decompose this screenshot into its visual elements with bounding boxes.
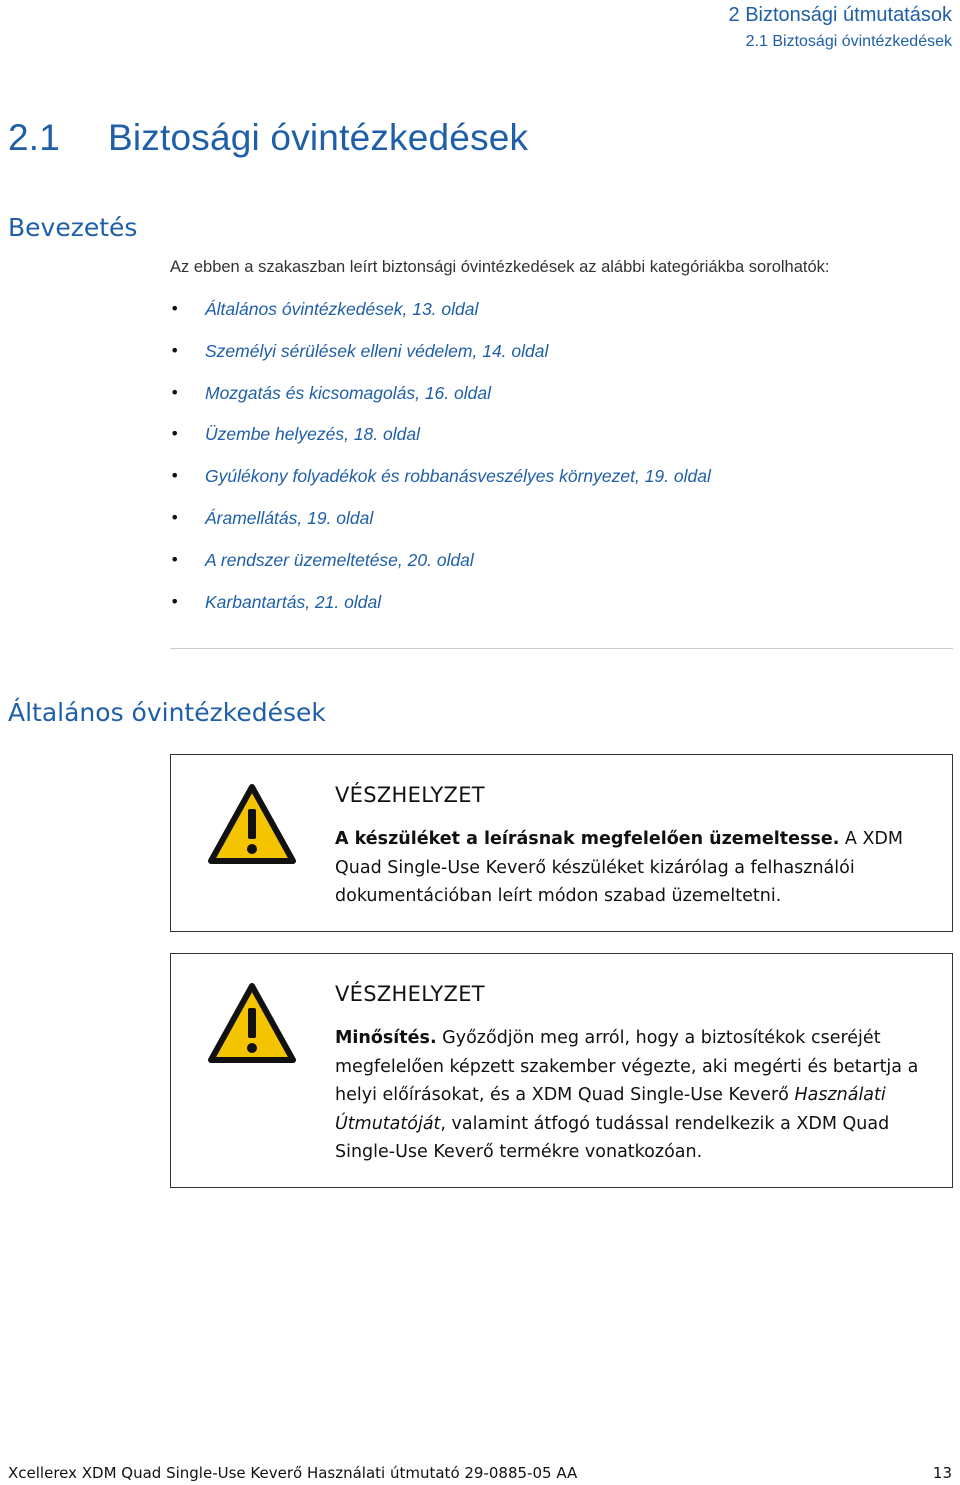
bullet-icon: • bbox=[170, 299, 180, 318]
toc-link[interactable]: A rendszer üzemeltetése, 20. oldal bbox=[205, 549, 474, 570]
bullet-icon: • bbox=[170, 507, 180, 527]
list-item[interactable] bbox=[170, 462, 711, 504]
warning-text bbox=[335, 1024, 926, 1167]
warning-box bbox=[170, 953, 953, 1188]
warning-lead: A készüléket a leírásnak megfelelően üzemeltesse. bbox=[335, 829, 840, 849]
page-number: 13 bbox=[932, 1464, 952, 1482]
bullet-icon: • bbox=[170, 340, 180, 360]
toc-link[interactable]: Üzembe helyezés, 18. oldal bbox=[205, 424, 420, 445]
warning-text bbox=[335, 825, 926, 911]
list-item[interactable] bbox=[170, 588, 711, 630]
warning-message: A XDM Quad Single-Use Keverő készüléket kizárólag a felhasználói dokumentációban leírt módon szabad üzemeltetni. bbox=[335, 829, 904, 906]
warning-body bbox=[335, 783, 926, 911]
list-item[interactable] bbox=[170, 379, 711, 421]
toc-link[interactable]: Áramellátás, 19. oldal bbox=[205, 507, 374, 528]
section-title: Biztosági óvintézkedések bbox=[108, 117, 529, 158]
intro-heading: Bevezetés bbox=[8, 213, 138, 242]
toc-list bbox=[170, 295, 711, 629]
divider bbox=[170, 648, 953, 649]
warning-title: VÉSZHELYZET bbox=[335, 783, 485, 807]
page-title bbox=[8, 117, 528, 159]
list-item[interactable] bbox=[170, 420, 711, 462]
running-header bbox=[729, 2, 952, 53]
toc-link[interactable]: Gyúlékony folyadékok és robbanásveszélyes környezet, 19. oldal bbox=[205, 466, 711, 487]
general-heading: Általános óvintézkedések bbox=[8, 698, 326, 727]
warning-message: Győződjön meg arról, hogy a biztosítékok cseréjét megfelelően képzett szakember végezte, aki megérti és betartja a helyi előírásokat, és a XDM Quad Single-Use Keverő bbox=[335, 1028, 919, 1105]
footer-text: Xcellerex XDM Quad Single-Use Keverő Használati útmutató 29-0885-05 AA bbox=[8, 1464, 578, 1482]
intro-text: Az ebben a szakaszban leírt biztonsági óvintézkedések az alábbi kategóriákba sorolhatók: bbox=[170, 258, 830, 276]
manual-title: Használati Útmutatóját bbox=[335, 1085, 886, 1134]
toc-link[interactable]: Általános óvintézkedések, 13. oldal bbox=[205, 299, 479, 319]
running-header-chapter: 2 Biztonsági útmutatások bbox=[728, 4, 952, 26]
toc-link[interactable]: Karbantartás, 21. oldal bbox=[205, 591, 382, 612]
list-item[interactable] bbox=[170, 295, 711, 337]
list-item[interactable] bbox=[170, 546, 711, 588]
toc-link[interactable]: Személyi sérülések elleni védelem, 14. oldal bbox=[205, 340, 549, 361]
warning-triangle-icon bbox=[207, 982, 297, 1064]
warning-box bbox=[170, 754, 953, 932]
bullet-icon: • bbox=[170, 591, 180, 611]
warning-title: VÉSZHELYZET bbox=[335, 982, 485, 1006]
warning-body bbox=[335, 982, 926, 1167]
bullet-icon: • bbox=[170, 424, 180, 444]
bullet-icon: • bbox=[170, 549, 180, 569]
bullet-icon: • bbox=[170, 382, 180, 402]
section-number: 2.1 bbox=[8, 117, 61, 158]
warning-triangle-icon bbox=[207, 783, 297, 865]
toc-link[interactable]: Mozgatás és kicsomagolás, 16. oldal bbox=[205, 382, 491, 403]
warning-message-end: , valamint átfogó tudással rendelkezik a XDM Quad Single-Use Keverő termékre vonatkozóan. bbox=[335, 1113, 890, 1162]
warning-lead: Minősítés. bbox=[335, 1028, 437, 1048]
bullet-icon: • bbox=[170, 466, 180, 486]
list-item[interactable] bbox=[170, 337, 711, 379]
running-header-section: 2.1 Biztosági óvintézkedések bbox=[745, 33, 952, 50]
list-item[interactable] bbox=[170, 504, 711, 546]
